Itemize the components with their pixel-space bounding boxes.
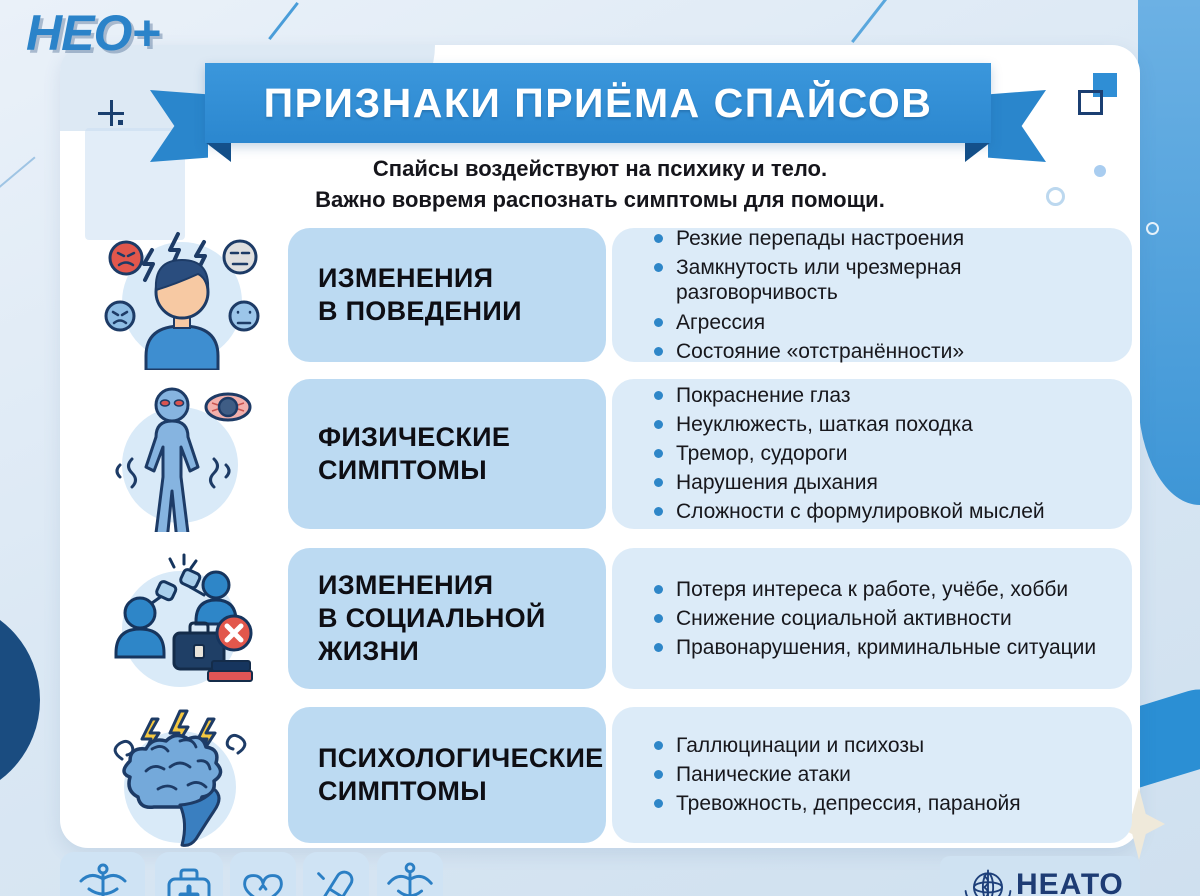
intro-line-1: Спайсы воздействуют на психику и тело. [372,156,828,181]
bullet-dot [654,347,663,356]
diagonal-line-top-right [851,0,888,43]
bullet-text: Правонарушения, криминальные ситуации [676,635,1097,659]
bullet-dot [654,643,663,652]
bullet-dot [654,799,663,808]
neo-plus-logo: НЕО+ [26,5,160,61]
social-breakdown-icon [100,538,260,699]
bullet-text: Агрессия [676,310,766,334]
bullet-dot [654,234,663,243]
section-title-line: СИМПТОМЫ [318,776,487,806]
who-emblem-icon [960,863,1016,896]
section-title-line: СИМПТОМЫ [318,455,487,485]
diagonal-line-top-left [268,2,299,40]
bullet-dot [654,614,663,623]
section-title-line: В ПОВЕДЕНИИ [318,296,522,326]
caduceus-alt-icon [381,857,439,896]
section-title-line: ИЗМЕНЕНИЯ [318,570,494,601]
bullet-text: Тремор, судороги [676,442,848,466]
bullet-dot [654,507,663,516]
list-item [654,339,1118,365]
caduceus-icon [73,857,133,896]
bullet-text: Сложности с формулировкой мыслей [676,500,1045,524]
bullet-text: Снижение социальной активности [676,606,1012,630]
bullet-text: Состояние «отстранённости» [676,339,965,363]
bullet-text: Резкие перепады настроения [676,226,965,250]
brain-stress-icon [100,697,260,853]
capsule-icon [307,857,365,896]
bullet-dot [654,391,663,400]
section-physical-list [612,379,1132,529]
bullet-text: Нарушения дыхания [676,471,878,495]
footer-tile [377,852,443,896]
list-item [654,255,1118,306]
section-title-line: В СОЦИАЛЬНОЙ [318,603,546,634]
title-ribbon [205,63,991,143]
section-title-line: ЖИЗНИ [318,635,420,666]
intro-line-2: Важно вовремя распознать симптомы для помощи. [315,187,885,213]
section-title-line: ИЗМЕНЕНИЯ [318,263,494,294]
section-title-line: ПСИХОЛОГИЧЕСКИЕ [318,743,604,774]
list-item [654,762,1118,788]
bullet-text: Тревожность, депрессия, паранойя [676,792,1021,816]
section-physical-title [288,379,606,529]
bullet-text: Потеря интереса к работе, учёбе, хобби [676,577,1069,601]
footer-tile [230,852,296,896]
list-item [654,412,1118,438]
dot-decor [1094,165,1106,177]
heart-care-icon [234,857,292,896]
list-item [654,635,1118,661]
footer-tile [155,852,223,896]
org-logo-block [940,856,1140,896]
right-blue-band [1138,0,1200,505]
org-name: НЕАТО [1016,868,1124,896]
bullet-text: Панические атаки [676,763,851,787]
list-item [654,791,1118,817]
bullet-dot [654,770,663,779]
page-title: ПРИЗНАКИ ПРИЁМА СПАЙСОВ [263,79,933,126]
first-aid-kit-icon [159,857,219,896]
bullet-text: Покраснение глаз [676,383,851,407]
bullet-text: Галлюцинации и психозы [676,734,925,758]
list-item [654,441,1118,467]
bullet-dot [654,478,663,487]
bullet-dot [654,263,663,272]
body-tremor-icon [100,369,260,539]
outline-square-decor [1078,90,1103,115]
footer-tile [303,852,369,896]
section-psychological-list [612,707,1132,843]
bullet-dot [654,420,663,429]
section-behavior-list [612,228,1132,362]
list-item [654,226,1118,252]
list-item [654,499,1118,525]
list-item [654,733,1118,759]
bullet-dot [654,318,663,327]
section-behavior-title [288,228,606,362]
outline-circle-white-decor [1146,222,1159,235]
intro-text [230,153,970,215]
outline-circle-decor [1046,187,1065,206]
bullet-dot [654,585,663,594]
bullet-text: Неуклюжесть, шаткая походка [676,413,973,437]
section-social-list [612,548,1132,689]
section-title-line: ФИЗИЧЕСКИЕ [318,422,511,453]
crosshair-icon [98,100,124,126]
list-item [654,383,1118,409]
list-item [654,310,1118,336]
bullet-dot [654,449,663,458]
left-navy-ring [0,600,40,800]
bullet-dot [654,741,663,750]
footer-tile [60,852,145,896]
bullet-text: Замкнутость или чрезмерная разговорчивость [676,255,962,305]
list-item [654,606,1118,632]
section-social-title [288,548,606,689]
list-item [654,577,1118,603]
diagonal-line-left [0,157,36,192]
section-psychological-title [288,707,606,843]
list-item [654,470,1118,496]
mood-swings-icon [100,216,260,374]
